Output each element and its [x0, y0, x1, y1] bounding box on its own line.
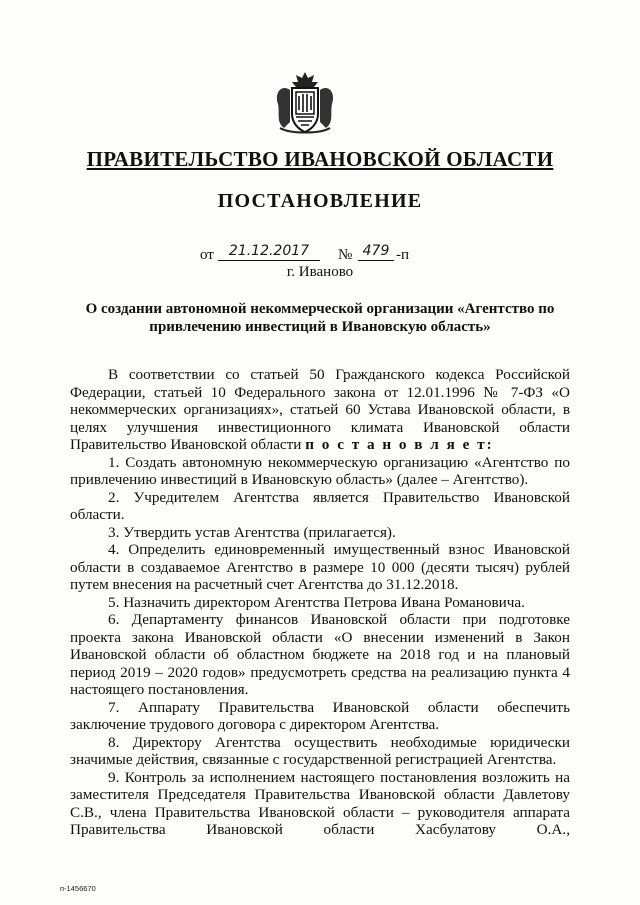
document-body [70, 366, 570, 839]
date-prefix: от [200, 247, 214, 263]
preamble-paragraph [70, 366, 570, 454]
document-number: 479 [358, 243, 394, 261]
number-suffix: -п [396, 247, 410, 263]
list-item: 2. Учредителем Агентства является Правительство Ивановской области. [70, 488, 570, 523]
document-subject: О создании автономной некоммерческой организации «Агентство по привлечению инвестиций в Ивановскую область» [85, 301, 555, 335]
list-item: 4. Определить единовременный имущественный взнос Ивановской области в создаваемое Агентство в размере 10 000 (десяти тысяч) рублей путем внесения на расчетный счет Агентства до 31.12.2018. [70, 541, 570, 593]
preamble-text: В соответствии со статьей 50 Гражданского кодекса Российской Федерации, статьей 10 Федерального закона от 12.01.1996 № 7-ФЗ «О некоммерческих организациях», статьей 60 Устава Ивановской области, в целях улучшения инвестиционного климата Ивановской области Правительство Ивановской области [70, 366, 570, 453]
footer-code: п-1456670 [60, 884, 96, 893]
list-item: 9. Контроль за исполнением настоящего постановления возложить на заместителя Председателя Правительства Ивановской области Давлетову С.В., члена Правительства Ивановской области – руководителя аппарата Правительства Ивановской области Хасбулатову О.А., [70, 768, 570, 838]
document-type-title: ПОСТАНОВЛЕНИЕ [217, 190, 423, 212]
resolves-word: п о с т а н о в л я е т: [305, 436, 494, 453]
list-item: 5. Назначить директором Агентства Петрова Ивана Романовича. [108, 593, 525, 611]
government-title: ПРАВИТЕЛЬСТВО ИВАНОВСКОЙ ОБЛАСТИ [86, 147, 554, 171]
city: г. Иваново [286, 264, 354, 280]
list-item: 1. Создать автономную некоммерческую организацию «Агентство по привлечению инвестиций в Ивановскую область» (далее – Агентство). [70, 453, 570, 488]
coat-of-arms-emblem [270, 70, 340, 134]
list-item: 7. Аппарату Правительства Ивановской области обеспечить заключение трудового договора с директором Агентства. [70, 698, 570, 733]
list-item: 8. Директору Агентства осуществить необходимые юридически значимые действия, связанные с государственной регистрацией Агентства. [70, 733, 570, 768]
list-item: 3. Утвердить устав Агентства (прилагается). [108, 523, 396, 541]
list-item: 6. Департаменту финансов Ивановской области при подготовке проекта закона Ивановской области «О внесении изменений в Закон Ивановской области об областном бюджете на 2018 год и на плановый период 2019 – 2020 годов» предусмотреть средства на реализацию пункта 4 настоящего постановления. [70, 611, 570, 698]
number-prefix: № [338, 247, 353, 263]
document-date: 21.12.2017 [218, 243, 320, 261]
